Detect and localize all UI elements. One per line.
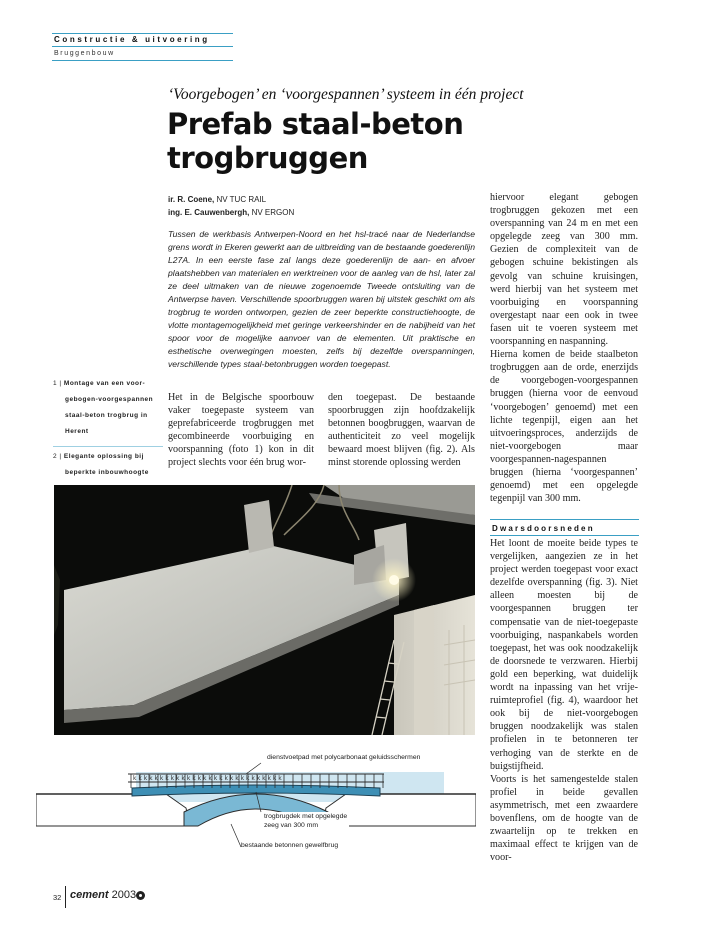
author-1 [168,193,488,206]
article-kicker: ‘Voorgebogen’ en ‘voorgespannen’ systeem in één project [168,86,524,103]
figure-label-deck-line-2: zeeg van 300 mm [264,822,319,829]
body-column-2: den toegepast. De bestaande spoorbruggen zijn hoofdzakelijk betonnen boogbruggen, waarvan de authenticiteit zo veel mogelijk bewaard moest blijven (fig. 2). Als minst storende oplossing werden [328,392,475,469]
article-title [167,107,463,175]
figure-label-deck-line-1: trogbrugdek met opgelegde [264,813,348,820]
figure-bridge-section [36,752,476,862]
caption-2-text-1: Elegante oplossing bij [63,453,144,460]
side-heading: Dwarsdoorsneden [492,524,595,533]
side-rule-top [490,519,639,520]
col3-paragraph-2: Hierna komen de beide staalbeton trogbruggen aan de orde, enerzijds de voorgebogen-voorgespannen bruggen (hierna voor de eenvoud ‘voorgebogen’ genoemd) met een lichte tegenpijl, eigen aan het uitvoeringsproces, anderzijds de niet-voorgebogen maar voorgespannen-nagespannen bruggen (hierna ‘voorgespannen’ genoemd) met een opgelegde tegenpijl van 300 mm. [490,349,638,505]
caption-2-number: 2 | [53,453,62,460]
figure-label-arch: bestaande betonnen gewelfbrug [241,842,339,849]
body-column-3-bottom [490,537,638,864]
issue-mark-icon [136,891,145,900]
magazine-name: cement [70,889,109,901]
col3-paragraph-3: Het loont de moeite beide types te vergelijken, aangezien ze in het project werden toegepast voor exact dezelfde overspanning (fig. 3). Niet alleen moesten bij de voorgespannen bruggen ter compensatie van de niet-toegepaste voorbuiging, naspankabels worden toegepast, het was ook noodzakelijk de doorsnede te verzwaren. Hierbij gold een beperking, wat duidelijk wordt na inpassing van het vrije-ruimteprofiel (fig. 4), waardoor het ook bij de niet-voorgebogen bruggen noodzakelijk was stalen profielen in te betonneren ter verhoging van de sterkte en de buigstijfheid. [490,538,638,772]
header-rule-bottom [52,60,233,61]
svg-text:k k k k k k k k k k k k k k k: k k k k k k k k k k k k k k k k k k k k k k k k k k k k [133,775,282,782]
author-1-name: ir. R. Coene, [168,195,215,204]
title-line-1: Prefab staal-beton [167,107,464,141]
figure-label-deck [262,812,349,830]
caption-1-line-1 [53,376,163,392]
section-label: Constructie & uitvoering [54,35,210,44]
caption-2-line-1 [53,449,163,465]
caption-2 [53,449,163,481]
author-2-org: NV ERGON [249,208,295,217]
footer-divider [65,886,66,908]
caption-1-text-4: Herent [65,428,89,435]
author-2 [168,206,488,219]
subsection-label: Bruggenbouw [54,50,115,57]
caption-1 [53,376,163,440]
author-1-org: NV TUC RAIL [214,195,267,204]
caption-1-text-1: Montage van een voor- [63,380,146,387]
caption-1-number: 1 | [53,380,62,387]
caption-2-text-2: beperkte inbouwhoogte [65,469,149,476]
caption-1-text-3: staal-beton trogbrug in [65,412,148,419]
figure-label-footpath: dienstvoetpad met polycarbonaat geluidsschermen [267,754,421,761]
lead-paragraph: Tussen de werkbasis Antwerpen-Noord en het hsl-tracé naar de Nederlandse grens wordt in Ekeren gewerkt aan de uitbreiding van de bestaande goederenlijn L27A. In een eerste fase zal langs deze goederenlijn de aan- en afvoer plaatshebben van materialen en werktreinen voor de aanleg van de hsl, later zal ze deel uitmaken van de nieuwe zogenoemde Tweede ontsluiting van de Antwerpse haven. Verschillende spoorbruggen waren bij uitstek geschikt om als trogbrug te worden ontworpen, gezien de zeer beperkte constructiehoogte, de vlotte montagemogelijkheid met geringe verkeershinder en de nabijheid van het spoor voor de mogelijke aanvoer van de elementen. Uit praktische en esthetische overwegingen moesten, zelfs bij dezelfde overspanningen, verschillende types staal-betonbruggen worden toegepast. [168,229,475,370]
header-rule-mid [52,46,233,47]
header-rule-top [52,33,233,34]
title-line-2: trogbruggen [167,141,368,175]
page-number: 32 [53,893,62,902]
magazine-year: 2003 [111,889,137,901]
caption-divider [53,446,163,447]
footer-masthead [70,889,136,901]
author-2-name: ing. E. Cauwenbergh, [168,208,250,217]
body-column-3-top [490,191,638,505]
col3-paragraph-1: hiervoor elegant gebogen trogbruggen gekozen met een overspanning van 24 m en met een opgelegde zeeg van 300 mm. Gezien de complexiteit van de gebogen schuine bekistingen als gevolg van schuine kruisingen, werd hierbij van het systeem met voorbuiging en voorspanning overgestapt naar een ook in twee fasen uit te voeren systeem met voorspanning en naspanning. [490,192,638,348]
col3-paragraph-4: Voorts is het samengestelde stalen profiel in beide gevallen asymmetrisch, met een zwaardere bovenflens, om de hoogte van de zwaartelijn op te trekken en maximaal effect te krijgen van de voor- [490,773,638,864]
authors [168,193,488,219]
photo-illustration [54,485,475,735]
side-rule-bottom [490,535,639,536]
photo-bridge-assembly [54,485,475,735]
caption-1-text-2: gebogen-voorgespannen [65,396,154,403]
body-column-1: Het in de Belgische spoorbouw vaker toegepaste systeem van geprefabriceerde trogbruggen met gecombineerde voorbuiging en voorspanning (foto 1) kon in dit project slechts voor één brug wor- [168,392,314,469]
